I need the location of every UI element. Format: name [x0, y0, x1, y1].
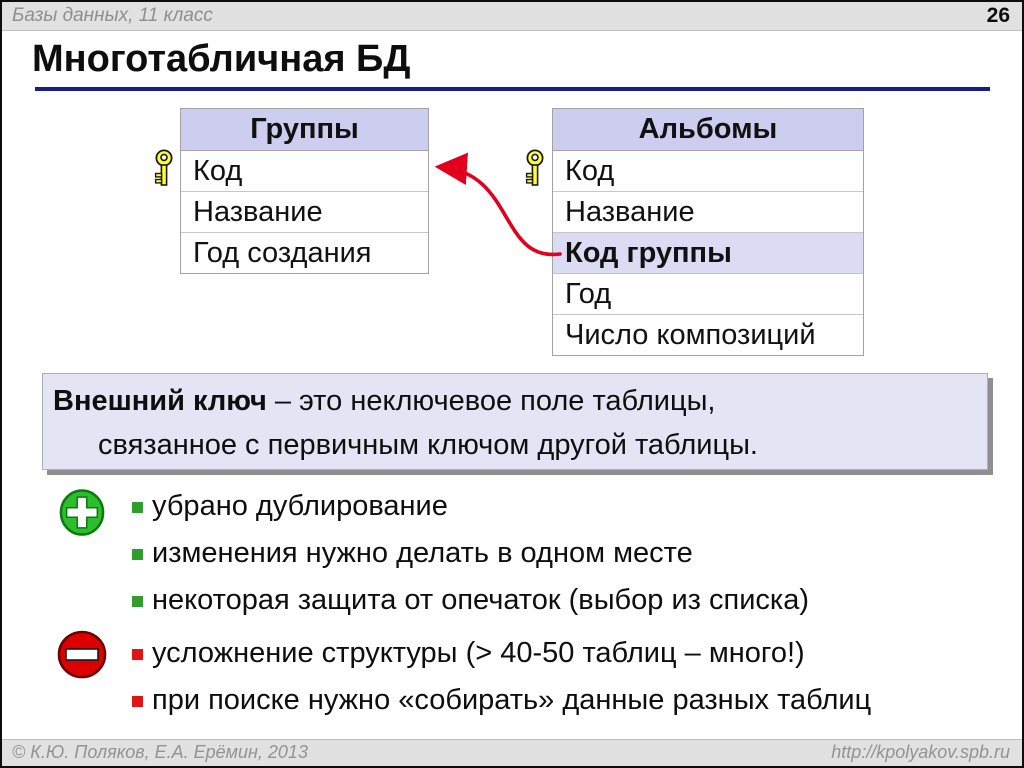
definition-line1	[53, 379, 977, 423]
bullet-square-icon	[132, 696, 143, 707]
table-row: Название	[553, 192, 863, 233]
table-row: Год	[553, 274, 863, 315]
bullet-square-icon	[132, 549, 143, 560]
page-title: Многотабличная БД	[32, 38, 411, 80]
table-groups	[180, 108, 429, 274]
table-row: Код	[181, 151, 428, 192]
list-item: усложнение структуры (> 40-50 таблиц – много!)	[132, 638, 871, 669]
list-item: некоторая защита от опечаток (выбор из списка)	[132, 585, 809, 616]
title-underline	[35, 87, 990, 91]
definition-line2: связанное с первичным ключом другой таблицы.	[98, 429, 758, 461]
table-row: Год создания	[181, 233, 428, 273]
key-icon	[151, 149, 177, 187]
relation-arrow	[429, 150, 564, 262]
no-entry-icon	[57, 630, 107, 679]
table-row: Число композиций	[553, 315, 863, 355]
table-row-foreign-key: Код группы	[553, 233, 863, 274]
list-item: убрано дублирование	[132, 491, 809, 522]
list-item: изменения нужно делать в одном месте	[132, 538, 809, 569]
course-label: Базы данных, 11 класс	[12, 5, 213, 26]
definition-term: Внешний ключ	[53, 385, 267, 417]
table-albums-header: Альбомы	[553, 109, 863, 151]
top-bar	[2, 2, 1022, 31]
table-row: Название	[181, 192, 428, 233]
table-groups-header: Группы	[181, 109, 428, 151]
pros-list	[132, 491, 809, 632]
page-number: 26	[986, 4, 1010, 27]
footer-bar	[2, 739, 1022, 766]
plus-icon	[59, 488, 105, 537]
copyright-label: © К.Ю. Поляков, Е.А. Ерёмин, 2013	[12, 742, 308, 762]
definition-rest: – это неключевое поле таблицы,	[266, 385, 716, 417]
site-url: http://kpolyakov.spb.ru	[831, 742, 1010, 762]
cons-list	[132, 638, 871, 732]
table-row: Код	[553, 151, 863, 192]
bullet-square-icon	[132, 596, 143, 607]
table-albums	[552, 108, 864, 356]
bullet-square-icon	[132, 502, 143, 513]
definition-box	[42, 373, 988, 470]
bullet-square-icon	[132, 649, 143, 660]
list-item: при поиске нужно «собирать» данные разных таблиц	[132, 685, 871, 716]
